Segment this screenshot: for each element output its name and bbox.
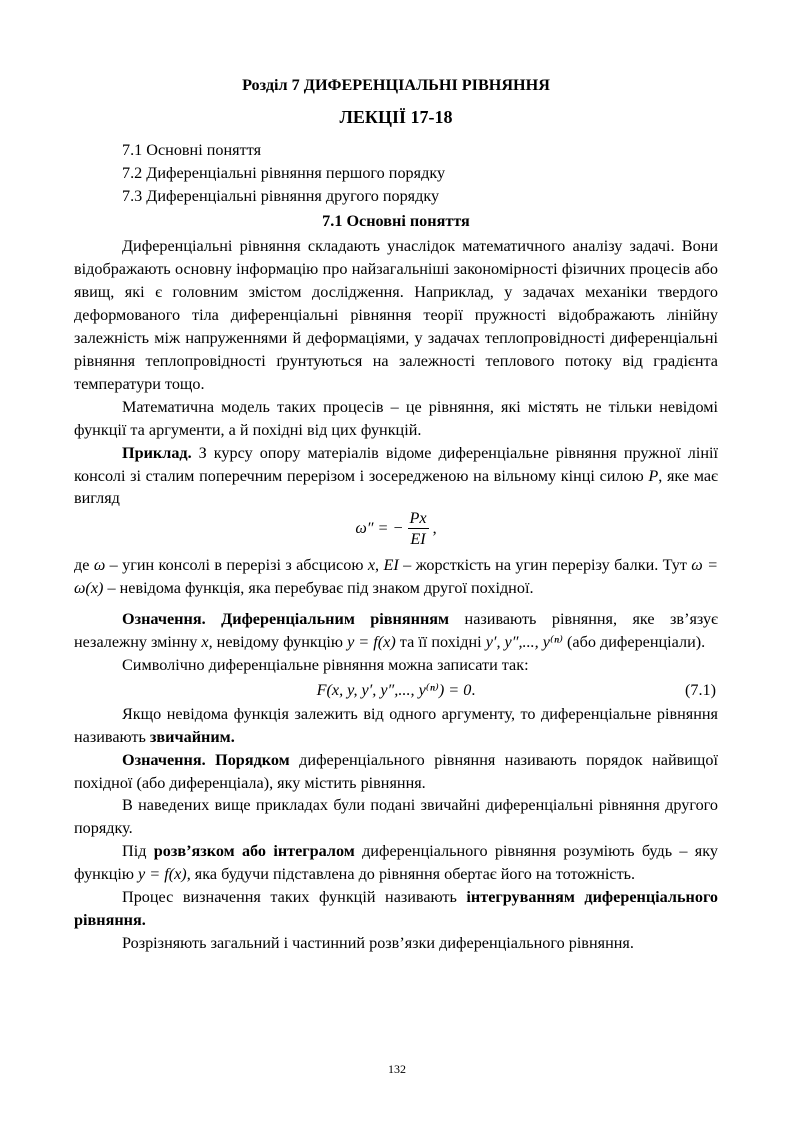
- table-of-contents: [74, 139, 718, 208]
- paragraph-definition-order: [74, 749, 718, 795]
- text-fragment: , яка будучи підставлена до рівняння обертає його на тотожність.: [186, 865, 636, 884]
- page-number: 132: [388, 1062, 406, 1076]
- definition-term: Диференціальним рівнянням: [205, 610, 450, 629]
- formula-tail: ,: [432, 519, 437, 538]
- definition-label: Означення.: [122, 610, 206, 629]
- section-title: 7.1 Основні поняття: [322, 211, 470, 230]
- lecture-title: ЛЕКЦІЇ 17-18: [339, 106, 453, 127]
- symbol-x: x: [201, 633, 209, 652]
- paragraph-general-particular: Розрізняють загальний і частинний розв’язки диференціального рівняння.: [122, 933, 634, 952]
- paragraph-ordinary: [74, 703, 718, 749]
- symbol-y-fx: y = f(x): [347, 633, 396, 652]
- text-fragment: – жорсткість на угин перерізу балки. Тут: [398, 556, 692, 575]
- text-fragment: Якщо невідома функція залежить від одного аргументу, то диференціальне рівняння називають: [74, 704, 718, 746]
- paragraph-examples-note: В наведених вище прикладах були подані звичайні диференціальні рівняння другого порядку.: [74, 796, 718, 838]
- toc-item: 7.3 Диференціальні рівняння другого порядку: [122, 186, 440, 205]
- text-fragment: Під: [122, 842, 154, 861]
- page-content: [74, 74, 718, 955]
- fraction-numerator: Px: [409, 509, 427, 528]
- text-fragment: – невідома функція, яка перебуває під знаком другої похідної.: [103, 579, 534, 598]
- symbol-derivatives: y′, y″,..., y⁽ⁿ⁾: [485, 633, 563, 652]
- text-fragment: (або диференціали).: [563, 633, 706, 652]
- toc-item: 7.2 Диференціальні рівняння першого порядку: [122, 163, 446, 182]
- text-fragment: диференціального рівняння називають порядок найвищої похідної (або диференціала), яку містить рівняння.: [74, 750, 718, 792]
- term-ordinary: звичайним.: [149, 727, 235, 746]
- fraction: [408, 508, 429, 549]
- symbol-x: x: [367, 556, 375, 575]
- example-text: З курсу опору матеріалів відоме диференціальне рівняння пружної лінії консолі зі сталим поперечним перерізом і зосередженою на вільному кінці силою: [74, 443, 718, 485]
- symbol-omega: ω: [93, 556, 106, 575]
- symbol-p: P: [648, 466, 659, 485]
- paragraph-model: Математична модель таких процесів – це рівняння, які містять не тільки невідомі функції та аргументи, а й похідні від цих функцій.: [74, 397, 718, 439]
- paragraph-integration: [74, 886, 718, 932]
- definition-label: Означення.: [122, 750, 206, 769]
- paragraph-symbolic: Символічно диференціальне рівняння можна записати так:: [122, 655, 529, 674]
- text-fragment: та її похідні: [395, 633, 486, 652]
- symbol-y-fx: y = f(x): [138, 865, 187, 884]
- symbol-omega-x: ω = ω(x): [74, 556, 719, 598]
- text-fragment: , невідому функцію: [208, 633, 348, 652]
- term-solution: розв’язком або інтегралом: [153, 842, 355, 861]
- text-fragment: де: [74, 556, 94, 575]
- symbol-ei: EI: [383, 556, 399, 575]
- example-label: Приклад.: [122, 443, 192, 462]
- formula-elastic-line: [74, 508, 718, 552]
- formula-lhs: ω″ = −: [355, 519, 404, 538]
- definition-term: Порядком: [205, 750, 290, 769]
- text-fragment: Процес визначення таких функцій називають: [122, 888, 467, 907]
- paragraph-definition-de: [74, 608, 718, 654]
- term-integration: інтегруванням диференціального рівняння.: [74, 888, 718, 929]
- equation-number: (7.1): [684, 680, 716, 699]
- text-fragment: називають рівняння, яке зв’язує незалежну змінну: [74, 610, 718, 652]
- formula-body: F(x, y, y′, y″,..., y⁽ⁿ⁾) = 0: [316, 680, 472, 699]
- text-fragment: – угин консолі в перерізі з абсцисою: [105, 556, 368, 575]
- text-fragment: диференціального рівняння розуміють будь – яку функцію: [74, 842, 718, 884]
- formula-dot: .: [471, 680, 476, 699]
- paragraph-solution: [74, 840, 718, 886]
- formula-7-1: [74, 677, 718, 703]
- text-fragment: ,: [375, 556, 384, 575]
- toc-item: 7.1 Основні поняття: [122, 140, 262, 159]
- fraction-denominator: EI: [410, 530, 426, 549]
- example-text-b: , яке має вигляд: [74, 466, 718, 508]
- paragraph-example-explanation: [74, 554, 718, 600]
- paragraph-example: [74, 442, 718, 511]
- paragraph-intro: Диференціальні рівняння складають унаслідок математичного аналізу задачі. Вони відображають основну інформацію про найзагальніші закономірності фізичних процесів або явищ, які є головним змістом дослідження. Наприклад, у задачах механіки твердого деформованого тіла диференціальні рівняння теорії пружності відображають лінійну залежність між напруженнями й деформаціями, у задачах теплопровідності диференціальні рівняння теплопровідності ґрунтуються на залежності теплового потоку від градієнта температури тощо.: [74, 237, 718, 393]
- chapter-title: Розділ 7 ДИФЕРЕНЦІАЛЬНІ РІВНЯННЯ: [242, 76, 550, 94]
